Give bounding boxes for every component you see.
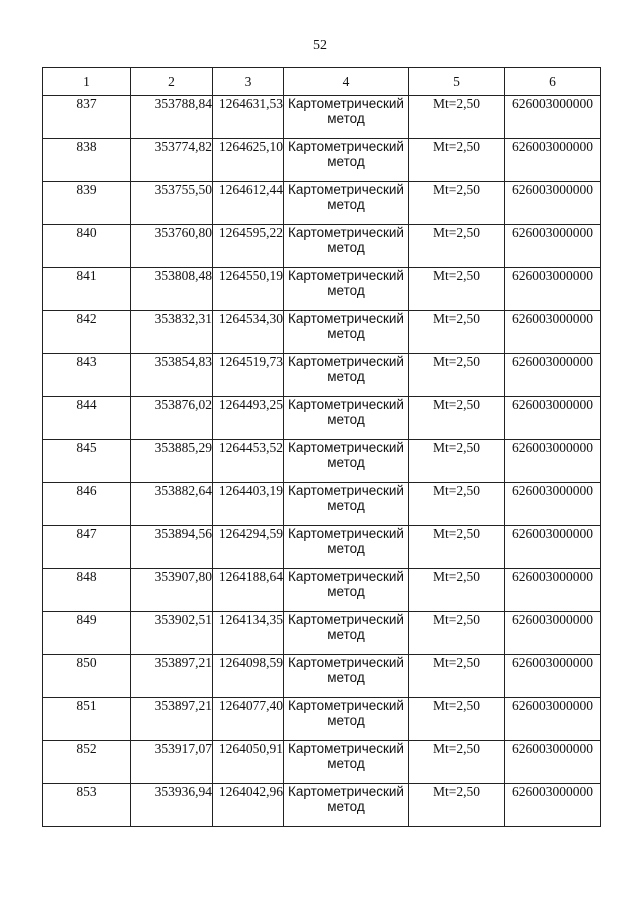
point-number-cell: 842 (43, 311, 131, 354)
x-coordinate-cell: 353902,51 (131, 612, 213, 655)
y-coordinate-cell: 1264595,22 (213, 225, 284, 268)
accuracy-cell: Mt=2,50 (409, 440, 505, 483)
table-row (43, 268, 601, 311)
point-number-cell: 852 (43, 741, 131, 784)
point-number-cell: 837 (43, 96, 131, 139)
x-coordinate-cell: 353832,31 (131, 311, 213, 354)
y-coordinate-cell: 1264631,53 (213, 96, 284, 139)
accuracy-cell: Mt=2,50 (409, 612, 505, 655)
method-cell: Картометрический метод (284, 784, 409, 827)
x-coordinate-cell: 353854,83 (131, 354, 213, 397)
code-cell: 626003000000 (505, 268, 601, 311)
accuracy-cell: Mt=2,50 (409, 526, 505, 569)
point-number-cell: 850 (43, 655, 131, 698)
page-number: 52 (313, 38, 327, 53)
code-cell: 626003000000 (505, 741, 601, 784)
accuracy-cell: Mt=2,50 (409, 483, 505, 526)
code-cell: 626003000000 (505, 612, 601, 655)
accuracy-cell: Mt=2,50 (409, 268, 505, 311)
point-number-cell: 847 (43, 526, 131, 569)
code-cell: 626003000000 (505, 440, 601, 483)
method-cell: Картометрический метод (284, 268, 409, 311)
y-coordinate-cell: 1264188,64 (213, 569, 284, 612)
accuracy-cell: Mt=2,50 (409, 784, 505, 827)
point-number-cell: 840 (43, 225, 131, 268)
code-cell: 626003000000 (505, 397, 601, 440)
x-coordinate-cell: 353882,64 (131, 483, 213, 526)
code-cell: 626003000000 (505, 96, 601, 139)
method-cell: Картометрический метод (284, 225, 409, 268)
coordinates-table (42, 67, 601, 827)
method-cell: Картометрический метод (284, 483, 409, 526)
column-header-2: 2 (131, 68, 213, 96)
accuracy-cell: Mt=2,50 (409, 655, 505, 698)
point-number-cell: 845 (43, 440, 131, 483)
x-coordinate-cell: 353760,80 (131, 225, 213, 268)
x-coordinate-cell: 353897,21 (131, 698, 213, 741)
method-cell: Картометрический метод (284, 698, 409, 741)
x-coordinate-cell: 353774,82 (131, 139, 213, 182)
y-coordinate-cell: 1264519,73 (213, 354, 284, 397)
code-cell: 626003000000 (505, 655, 601, 698)
point-number-cell: 851 (43, 698, 131, 741)
accuracy-cell: Mt=2,50 (409, 354, 505, 397)
code-cell: 626003000000 (505, 569, 601, 612)
y-coordinate-cell: 1264294,59 (213, 526, 284, 569)
x-coordinate-cell: 353894,56 (131, 526, 213, 569)
accuracy-cell: Mt=2,50 (409, 311, 505, 354)
accuracy-cell: Mt=2,50 (409, 569, 505, 612)
column-header-5: 5 (409, 68, 505, 96)
table-row (43, 698, 601, 741)
x-coordinate-cell: 353897,21 (131, 655, 213, 698)
method-cell: Картометрический метод (284, 741, 409, 784)
code-cell: 626003000000 (505, 225, 601, 268)
y-coordinate-cell: 1264493,25 (213, 397, 284, 440)
code-cell: 626003000000 (505, 182, 601, 225)
method-cell: Картометрический метод (284, 655, 409, 698)
method-cell: Картометрический метод (284, 311, 409, 354)
table-row (43, 741, 601, 784)
column-header-4: 4 (284, 68, 409, 96)
y-coordinate-cell: 1264453,52 (213, 440, 284, 483)
method-cell: Картометрический метод (284, 440, 409, 483)
point-number-cell: 841 (43, 268, 131, 311)
table-header-row (43, 68, 601, 96)
table-row (43, 397, 601, 440)
x-coordinate-cell: 353755,50 (131, 182, 213, 225)
point-number-cell: 853 (43, 784, 131, 827)
column-header-3: 3 (213, 68, 284, 96)
table-row (43, 139, 601, 182)
method-cell: Картометрический метод (284, 182, 409, 225)
code-cell: 626003000000 (505, 354, 601, 397)
point-number-cell: 849 (43, 612, 131, 655)
table-row (43, 569, 601, 612)
method-cell: Картометрический метод (284, 612, 409, 655)
x-coordinate-cell: 353885,29 (131, 440, 213, 483)
point-number-cell: 844 (43, 397, 131, 440)
accuracy-cell: Mt=2,50 (409, 96, 505, 139)
table-row (43, 655, 601, 698)
point-number-cell: 838 (43, 139, 131, 182)
column-header-6: 6 (505, 68, 601, 96)
y-coordinate-cell: 1264612,44 (213, 182, 284, 225)
y-coordinate-cell: 1264534,30 (213, 311, 284, 354)
point-number-cell: 846 (43, 483, 131, 526)
table-row (43, 311, 601, 354)
point-number-cell: 839 (43, 182, 131, 225)
y-coordinate-cell: 1264134,35 (213, 612, 284, 655)
table-row (43, 440, 601, 483)
x-coordinate-cell: 353936,94 (131, 784, 213, 827)
code-cell: 626003000000 (505, 698, 601, 741)
table-body (43, 96, 601, 827)
y-coordinate-cell: 1264050,91 (213, 741, 284, 784)
accuracy-cell: Mt=2,50 (409, 182, 505, 225)
accuracy-cell: Mt=2,50 (409, 139, 505, 182)
y-coordinate-cell: 1264042,96 (213, 784, 284, 827)
accuracy-cell: Mt=2,50 (409, 698, 505, 741)
point-number-cell: 848 (43, 569, 131, 612)
point-number-cell: 843 (43, 354, 131, 397)
table-row (43, 354, 601, 397)
table-row (43, 612, 601, 655)
method-cell: Картометрический метод (284, 397, 409, 440)
method-cell: Картометрический метод (284, 96, 409, 139)
code-cell: 626003000000 (505, 139, 601, 182)
method-cell: Картометрический метод (284, 139, 409, 182)
y-coordinate-cell: 1264550,19 (213, 268, 284, 311)
table-row (43, 526, 601, 569)
y-coordinate-cell: 1264403,19 (213, 483, 284, 526)
table-row (43, 225, 601, 268)
y-coordinate-cell: 1264077,40 (213, 698, 284, 741)
column-header-1: 1 (43, 68, 131, 96)
code-cell: 626003000000 (505, 311, 601, 354)
code-cell: 626003000000 (505, 483, 601, 526)
table-row (43, 784, 601, 827)
method-cell: Картометрический метод (284, 526, 409, 569)
table-row (43, 182, 601, 225)
x-coordinate-cell: 353808,48 (131, 268, 213, 311)
x-coordinate-cell: 353917,07 (131, 741, 213, 784)
x-coordinate-cell: 353788,84 (131, 96, 213, 139)
accuracy-cell: Mt=2,50 (409, 225, 505, 268)
x-coordinate-cell: 353876,02 (131, 397, 213, 440)
code-cell: 626003000000 (505, 784, 601, 827)
x-coordinate-cell: 353907,80 (131, 569, 213, 612)
code-cell: 626003000000 (505, 526, 601, 569)
table-row (43, 96, 601, 139)
method-cell: Картометрический метод (284, 569, 409, 612)
y-coordinate-cell: 1264625,10 (213, 139, 284, 182)
method-cell: Картометрический метод (284, 354, 409, 397)
y-coordinate-cell: 1264098,59 (213, 655, 284, 698)
accuracy-cell: Mt=2,50 (409, 397, 505, 440)
table-row (43, 483, 601, 526)
accuracy-cell: Mt=2,50 (409, 741, 505, 784)
